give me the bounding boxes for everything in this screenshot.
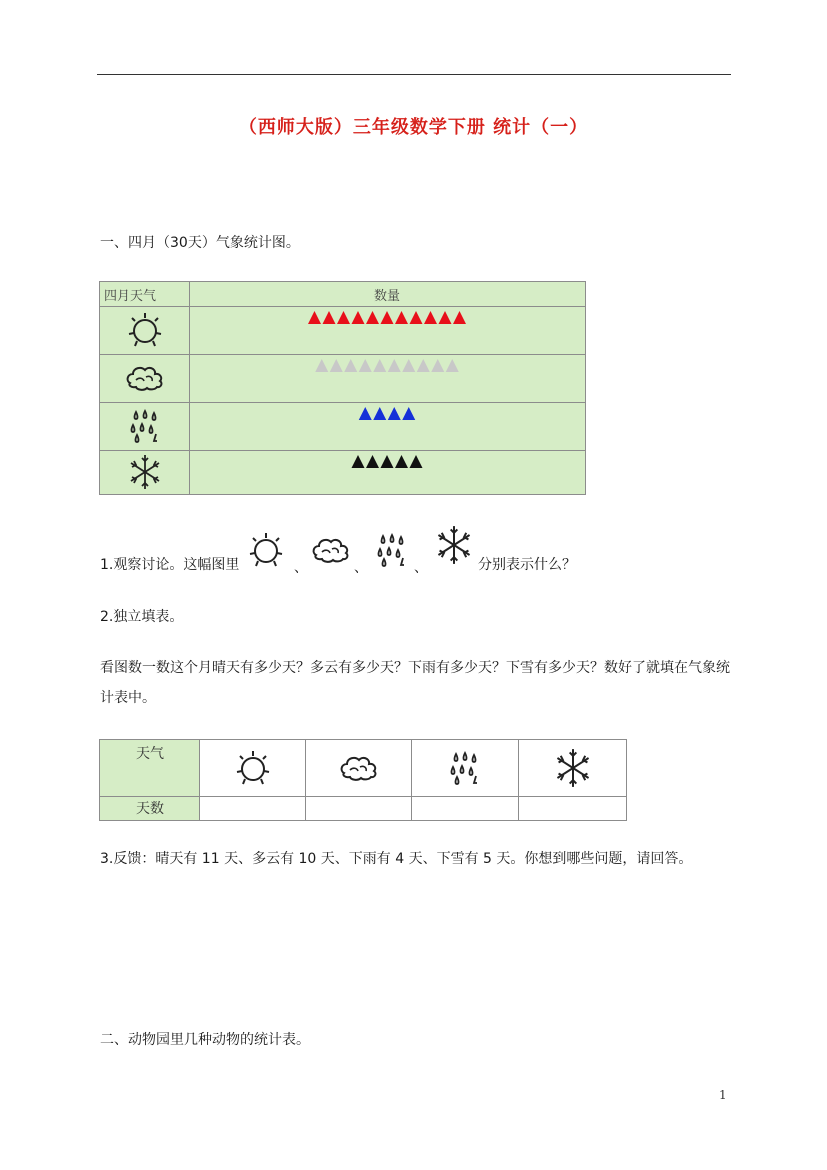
rain-icon bbox=[374, 532, 410, 568]
chart-header-row bbox=[100, 282, 585, 307]
sun-icon bbox=[100, 306, 189, 354]
sun-icon bbox=[246, 530, 286, 570]
tally-triangle bbox=[395, 311, 408, 324]
tally-triangle bbox=[344, 359, 357, 372]
q3-feedback: 3.反馈：晴天有 11 天、多云有 10 天、下雨有 4 天、下雪有 5 天。你想到哪些问题，请回答。 bbox=[100, 851, 693, 867]
chart-header-count: 数量 bbox=[373, 289, 400, 304]
section2-heading: 二、动物园里几种动物的统计表。 bbox=[100, 1032, 310, 1048]
tally-triangle bbox=[402, 359, 415, 372]
chart-row-cloudy bbox=[100, 354, 585, 403]
tally-triangle bbox=[308, 311, 321, 324]
chart-marks-sunny bbox=[190, 310, 584, 326]
q1-separator: 、 bbox=[414, 560, 428, 576]
days-input-snowy[interactable] bbox=[519, 797, 626, 820]
tally-triangle bbox=[366, 311, 379, 324]
snow-icon bbox=[434, 522, 474, 568]
snow-icon bbox=[100, 450, 189, 494]
tally-triangle bbox=[373, 359, 386, 372]
tally-triangle bbox=[373, 407, 386, 420]
tally-triangle bbox=[381, 455, 394, 468]
days-input-sunny[interactable] bbox=[200, 797, 305, 820]
header-rule bbox=[97, 74, 731, 75]
document-title: （西师大版）三年级数学下册 统计（一） bbox=[238, 117, 589, 138]
weather-chart bbox=[99, 281, 586, 495]
chart-marks-cloudy bbox=[190, 358, 584, 374]
tally-triangle bbox=[410, 455, 423, 468]
tally-triangle bbox=[439, 311, 452, 324]
q2-instructions: 看图数一数这个月晴天有多少天？多云有多少天？下雨有多少天？下雪有多少天？数好了就填在气象统计表中。 bbox=[100, 660, 730, 706]
chart-row-rainy bbox=[100, 402, 585, 451]
chart-row-sunny bbox=[100, 306, 585, 355]
q1-separator: 、 bbox=[294, 560, 308, 576]
q1-suffix: 分别表示什么？ bbox=[478, 557, 576, 573]
chart-marks-snowy bbox=[190, 454, 584, 470]
tally-triangle bbox=[352, 311, 365, 324]
tally-triangle bbox=[381, 311, 394, 324]
tally-triangle bbox=[446, 359, 459, 372]
q1-prefix: 1.观察讨论。这幅图里 bbox=[100, 557, 240, 573]
rain-icon bbox=[412, 740, 518, 796]
page-number: 1 bbox=[719, 1088, 727, 1102]
tally-triangle bbox=[352, 455, 365, 468]
tally-triangle bbox=[366, 455, 379, 468]
tally-triangle bbox=[410, 311, 423, 324]
cloud-icon bbox=[310, 533, 352, 567]
tally-triangle bbox=[417, 359, 430, 372]
table-label-weather: 天气 bbox=[136, 746, 164, 762]
tally-triangle bbox=[388, 359, 401, 372]
tally-triangle bbox=[453, 311, 466, 324]
section1-heading: 一、四月（30天）气象统计图。 bbox=[100, 235, 300, 251]
tally-triangle bbox=[337, 311, 350, 324]
q1-separator: 、 bbox=[354, 560, 368, 576]
chart-row-snowy bbox=[100, 450, 585, 494]
tally-triangle bbox=[323, 311, 336, 324]
table-label-days: 天数 bbox=[136, 801, 164, 817]
tally-triangle bbox=[431, 359, 444, 372]
cloud-icon bbox=[306, 740, 411, 796]
chart-header-weather: 四月天气 bbox=[104, 289, 157, 304]
tally-triangle bbox=[402, 407, 415, 420]
days-input-cloudy[interactable] bbox=[306, 797, 411, 820]
q2-heading: 2.独立填表。 bbox=[100, 609, 184, 625]
chart-marks-rainy bbox=[190, 406, 584, 422]
tally-triangle bbox=[395, 455, 408, 468]
tally-triangle bbox=[424, 311, 437, 324]
weather-count-table bbox=[99, 739, 627, 821]
tally-triangle bbox=[315, 359, 328, 372]
days-input-rainy[interactable] bbox=[412, 797, 518, 820]
rain-icon bbox=[100, 402, 189, 450]
cloud-icon bbox=[100, 354, 189, 402]
tally-triangle bbox=[359, 359, 372, 372]
tally-triangle bbox=[388, 407, 401, 420]
sun-icon bbox=[200, 740, 305, 796]
tally-triangle bbox=[359, 407, 372, 420]
snow-icon bbox=[519, 740, 626, 796]
tally-triangle bbox=[330, 359, 343, 372]
